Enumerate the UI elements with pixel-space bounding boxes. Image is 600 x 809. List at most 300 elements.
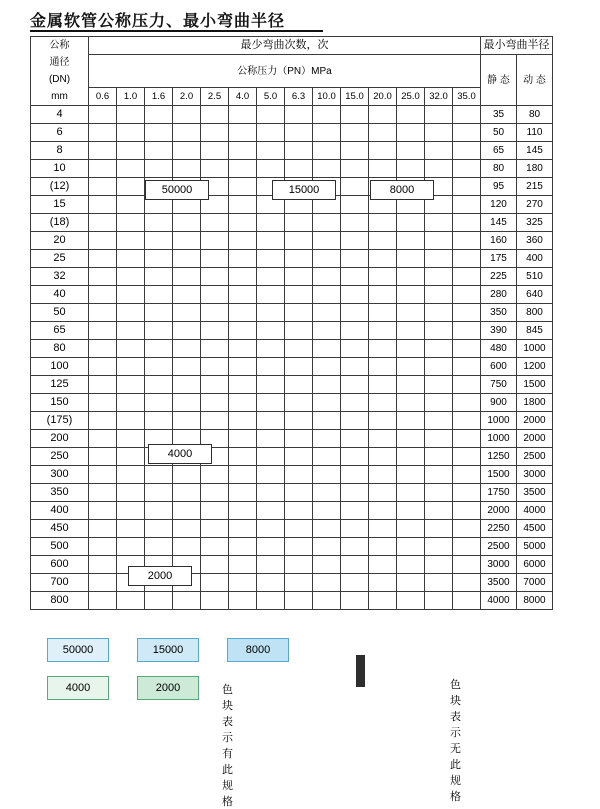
grid-cell bbox=[341, 358, 369, 376]
dn-header-cell bbox=[31, 37, 89, 106]
grid-cell bbox=[145, 106, 173, 124]
table-row bbox=[31, 484, 553, 502]
grid-cell bbox=[257, 430, 285, 448]
grid-cell bbox=[173, 520, 201, 538]
grid-cell bbox=[145, 358, 173, 376]
grid-cell bbox=[425, 358, 453, 376]
dn-value: 4 bbox=[31, 106, 89, 124]
grid-cell bbox=[285, 466, 313, 484]
table-row bbox=[31, 376, 553, 394]
grid-cell bbox=[313, 484, 341, 502]
grid-cell bbox=[201, 556, 229, 574]
grid-cell bbox=[369, 574, 397, 592]
grid-cell bbox=[313, 322, 341, 340]
dn-value: 20 bbox=[31, 232, 89, 250]
pressure-header-0.6: 0.6 bbox=[89, 88, 117, 106]
grid-cell bbox=[285, 556, 313, 574]
grid-cell bbox=[341, 340, 369, 358]
grid-cell bbox=[369, 466, 397, 484]
grid-cell bbox=[173, 160, 201, 178]
pressure-header-35.0: 35.0 bbox=[453, 88, 481, 106]
grid-cell bbox=[425, 124, 453, 142]
grid-cell bbox=[425, 304, 453, 322]
grid-cell bbox=[341, 304, 369, 322]
grid-cell bbox=[341, 556, 369, 574]
grid-cell bbox=[257, 268, 285, 286]
grid-cell bbox=[201, 214, 229, 232]
radius-static-value: 50 bbox=[481, 124, 517, 142]
grid-cell bbox=[89, 286, 117, 304]
grid-cell bbox=[453, 304, 481, 322]
grid-cell bbox=[117, 430, 145, 448]
grid-cell bbox=[229, 322, 257, 340]
chip-15000: 15000 bbox=[272, 180, 336, 200]
grid-cell bbox=[369, 340, 397, 358]
grid-cell bbox=[145, 250, 173, 268]
grid-cell bbox=[425, 106, 453, 124]
grid-cell bbox=[173, 484, 201, 502]
grid-cell bbox=[313, 520, 341, 538]
radius-static-value: 1750 bbox=[481, 484, 517, 502]
grid-cell bbox=[453, 412, 481, 430]
grid-cell bbox=[145, 322, 173, 340]
grid-cell bbox=[425, 232, 453, 250]
radius-static-value: 280 bbox=[481, 286, 517, 304]
grid-cell bbox=[425, 556, 453, 574]
table-row bbox=[31, 232, 553, 250]
pressure-header-2.5: 2.5 bbox=[201, 88, 229, 106]
legend-item-15000: 15000 bbox=[137, 638, 199, 662]
grid-cell bbox=[117, 232, 145, 250]
dn-value: 10 bbox=[31, 160, 89, 178]
grid-cell bbox=[229, 592, 257, 610]
radius-dynamic-value: 845 bbox=[517, 322, 553, 340]
pressure-header-1.6: 1.6 bbox=[145, 88, 173, 106]
grid-cell bbox=[397, 304, 425, 322]
grid-cell bbox=[425, 466, 453, 484]
grid-cell bbox=[173, 142, 201, 160]
grid-cell bbox=[341, 250, 369, 268]
grid-cell bbox=[341, 520, 369, 538]
grid-cell bbox=[117, 448, 145, 466]
table-row bbox=[31, 538, 553, 556]
grid-cell bbox=[369, 142, 397, 160]
grid-cell bbox=[229, 394, 257, 412]
table-row bbox=[31, 394, 553, 412]
table-row bbox=[31, 142, 553, 160]
grid-cell bbox=[229, 340, 257, 358]
grid-cell bbox=[229, 268, 257, 286]
grid-cell bbox=[313, 268, 341, 286]
dn-value: 350 bbox=[31, 484, 89, 502]
grid-cell bbox=[257, 376, 285, 394]
pressure-header-2.0: 2.0 bbox=[173, 88, 201, 106]
dn-value: 800 bbox=[31, 592, 89, 610]
radius-static-value: 2000 bbox=[481, 502, 517, 520]
grid-cell bbox=[285, 214, 313, 232]
dn-value: 32 bbox=[31, 268, 89, 286]
grid-cell bbox=[89, 268, 117, 286]
grid-cell bbox=[89, 394, 117, 412]
grid-cell bbox=[453, 574, 481, 592]
grid-cell bbox=[145, 340, 173, 358]
title-underline bbox=[30, 30, 323, 32]
grid-cell bbox=[257, 124, 285, 142]
grid-cell bbox=[145, 268, 173, 286]
radius-dynamic-value: 2000 bbox=[517, 412, 553, 430]
grid-cell bbox=[173, 358, 201, 376]
grid-cell bbox=[313, 232, 341, 250]
grid-cell bbox=[257, 412, 285, 430]
grid-cell bbox=[173, 322, 201, 340]
radius-dynamic-value: 3500 bbox=[517, 484, 553, 502]
grid-cell bbox=[229, 196, 257, 214]
grid-cell bbox=[285, 484, 313, 502]
grid-cell bbox=[145, 304, 173, 322]
grid-cell bbox=[201, 574, 229, 592]
table-row bbox=[31, 430, 553, 448]
grid-cell bbox=[89, 412, 117, 430]
grid-cell bbox=[285, 106, 313, 124]
radius-dynamic-value: 4000 bbox=[517, 502, 553, 520]
grid-cell bbox=[369, 484, 397, 502]
grid-cell bbox=[285, 502, 313, 520]
grid-cell bbox=[145, 412, 173, 430]
grid-cell bbox=[117, 376, 145, 394]
grid-cell bbox=[201, 250, 229, 268]
grid-cell bbox=[89, 556, 117, 574]
grid-cell bbox=[453, 250, 481, 268]
grid-cell bbox=[453, 106, 481, 124]
grid-cell bbox=[425, 484, 453, 502]
radius-static-value: 2250 bbox=[481, 520, 517, 538]
grid-cell bbox=[257, 286, 285, 304]
grid-cell bbox=[285, 592, 313, 610]
grid-cell bbox=[313, 538, 341, 556]
radius-dynamic-value: 325 bbox=[517, 214, 553, 232]
grid-cell bbox=[341, 322, 369, 340]
grid-cell bbox=[453, 394, 481, 412]
dn-value: (175) bbox=[31, 412, 89, 430]
grid-cell bbox=[145, 286, 173, 304]
grid-cell bbox=[145, 592, 173, 610]
header-row-3 bbox=[31, 88, 553, 106]
grid-cell bbox=[173, 466, 201, 484]
grid-cell bbox=[117, 196, 145, 214]
radius-dynamic-header: 动 态 bbox=[517, 55, 553, 106]
table-row bbox=[31, 250, 553, 268]
grid-cell bbox=[89, 574, 117, 592]
grid-cell bbox=[229, 556, 257, 574]
chip-4000: 4000 bbox=[148, 444, 212, 464]
grid-cell bbox=[453, 358, 481, 376]
grid-cell bbox=[341, 268, 369, 286]
grid-cell bbox=[313, 502, 341, 520]
grid-cell bbox=[89, 484, 117, 502]
grid-cell bbox=[285, 376, 313, 394]
grid-cell bbox=[89, 250, 117, 268]
pressure-header-15.0: 15.0 bbox=[341, 88, 369, 106]
grid-cell bbox=[145, 232, 173, 250]
table-row bbox=[31, 340, 553, 358]
grid-cell bbox=[285, 160, 313, 178]
dn-value: 8 bbox=[31, 142, 89, 160]
table-row bbox=[31, 268, 553, 286]
grid-cell bbox=[313, 592, 341, 610]
grid-cell bbox=[117, 160, 145, 178]
grid-cell bbox=[257, 502, 285, 520]
grid-cell bbox=[341, 124, 369, 142]
grid-cell bbox=[313, 358, 341, 376]
radius-static-value: 480 bbox=[481, 340, 517, 358]
grid-cell bbox=[117, 286, 145, 304]
grid-cell bbox=[201, 106, 229, 124]
grid-cell bbox=[257, 322, 285, 340]
grid-cell bbox=[89, 376, 117, 394]
grid-cell bbox=[453, 538, 481, 556]
grid-cell bbox=[397, 484, 425, 502]
pressure-header-4.0: 4.0 bbox=[229, 88, 257, 106]
grid-cell bbox=[229, 214, 257, 232]
dn-value: 700 bbox=[31, 574, 89, 592]
grid-cell bbox=[117, 322, 145, 340]
grid-cell bbox=[341, 430, 369, 448]
grid-cell bbox=[201, 520, 229, 538]
table-row bbox=[31, 322, 553, 340]
grid-cell bbox=[453, 376, 481, 394]
table-row bbox=[31, 592, 553, 610]
grid-cell bbox=[89, 340, 117, 358]
table-row bbox=[31, 286, 553, 304]
grid-cell bbox=[453, 592, 481, 610]
grid-cell bbox=[145, 124, 173, 142]
grid-cell bbox=[229, 412, 257, 430]
grid-cell bbox=[145, 394, 173, 412]
radius-static-value: 1500 bbox=[481, 466, 517, 484]
grid-cell bbox=[173, 268, 201, 286]
grid-cell bbox=[369, 412, 397, 430]
radius-dynamic-value: 215 bbox=[517, 178, 553, 196]
grid-cell bbox=[453, 556, 481, 574]
grid-cell bbox=[397, 538, 425, 556]
grid-cell bbox=[201, 268, 229, 286]
dn-value: 6 bbox=[31, 124, 89, 142]
grid-cell bbox=[397, 340, 425, 358]
grid-cell bbox=[145, 142, 173, 160]
grid-cell bbox=[369, 286, 397, 304]
radius-dynamic-value: 2000 bbox=[517, 430, 553, 448]
dn-value: 40 bbox=[31, 286, 89, 304]
grid-cell bbox=[117, 268, 145, 286]
grid-cell bbox=[89, 592, 117, 610]
grid-cell bbox=[313, 448, 341, 466]
grid-cell bbox=[341, 376, 369, 394]
radius-static-value: 1000 bbox=[481, 412, 517, 430]
grid-cell bbox=[285, 574, 313, 592]
radius-dynamic-value: 8000 bbox=[517, 592, 553, 610]
grid-cell bbox=[341, 214, 369, 232]
table-row bbox=[31, 106, 553, 124]
grid-cell bbox=[397, 448, 425, 466]
grid-cell bbox=[425, 286, 453, 304]
grid-cell bbox=[117, 484, 145, 502]
dn-value: 600 bbox=[31, 556, 89, 574]
grid-cell bbox=[117, 142, 145, 160]
table-row bbox=[31, 160, 553, 178]
grid-cell bbox=[173, 232, 201, 250]
grid-cell bbox=[313, 286, 341, 304]
chip-8000: 8000 bbox=[370, 180, 434, 200]
dn-value: 125 bbox=[31, 376, 89, 394]
grid-cell bbox=[201, 232, 229, 250]
table-row bbox=[31, 502, 553, 520]
radius-static-value: 750 bbox=[481, 376, 517, 394]
grid-cell bbox=[425, 250, 453, 268]
table-row bbox=[31, 556, 553, 574]
radius-static-value: 65 bbox=[481, 142, 517, 160]
radius-static-value: 390 bbox=[481, 322, 517, 340]
grid-cell bbox=[369, 304, 397, 322]
grid-cell bbox=[173, 376, 201, 394]
radius-dynamic-value: 80 bbox=[517, 106, 553, 124]
radius-static-value: 145 bbox=[481, 214, 517, 232]
legend-note-color: 色块表示有此规格 bbox=[222, 684, 233, 808]
legend-item-50000: 50000 bbox=[47, 638, 109, 662]
radius-dynamic-value: 180 bbox=[517, 160, 553, 178]
grid-cell bbox=[453, 232, 481, 250]
radius-dynamic-value: 2500 bbox=[517, 448, 553, 466]
grid-cell bbox=[285, 394, 313, 412]
grid-cell bbox=[285, 232, 313, 250]
grid-cell bbox=[341, 232, 369, 250]
grid-cell bbox=[425, 538, 453, 556]
dn-value: 65 bbox=[31, 322, 89, 340]
radius-dynamic-value: 800 bbox=[517, 304, 553, 322]
dn-value: 300 bbox=[31, 466, 89, 484]
grid-cell bbox=[145, 502, 173, 520]
grid-cell bbox=[313, 376, 341, 394]
grid-cell bbox=[369, 556, 397, 574]
grid-cell bbox=[397, 322, 425, 340]
radius-dynamic-value: 110 bbox=[517, 124, 553, 142]
grid-cell bbox=[201, 142, 229, 160]
grid-cell bbox=[117, 592, 145, 610]
radius-static-value: 120 bbox=[481, 196, 517, 214]
radius-static-value: 1250 bbox=[481, 448, 517, 466]
grid-cell bbox=[453, 340, 481, 358]
grid-cell bbox=[341, 178, 369, 196]
grid-cell bbox=[369, 106, 397, 124]
grid-cell bbox=[397, 250, 425, 268]
grid-cell bbox=[145, 520, 173, 538]
grid-cell bbox=[201, 286, 229, 304]
grid-cell bbox=[89, 232, 117, 250]
grid-cell bbox=[397, 502, 425, 520]
grid-cell bbox=[89, 538, 117, 556]
grid-cell bbox=[257, 538, 285, 556]
grid-cell bbox=[89, 178, 117, 196]
grid-cell bbox=[397, 430, 425, 448]
grid-cell bbox=[425, 592, 453, 610]
grid-cell bbox=[201, 358, 229, 376]
grid-cell bbox=[341, 106, 369, 124]
grid-cell bbox=[369, 268, 397, 286]
grid-cell bbox=[257, 214, 285, 232]
grid-cell bbox=[453, 448, 481, 466]
grid-cell bbox=[397, 574, 425, 592]
grid-cell bbox=[117, 106, 145, 124]
table-row bbox=[31, 520, 553, 538]
grid-cell bbox=[285, 340, 313, 358]
pressure-header-32.0: 32.0 bbox=[425, 88, 453, 106]
grid-cell bbox=[341, 592, 369, 610]
grid-cell bbox=[341, 196, 369, 214]
grid-cell bbox=[229, 484, 257, 502]
grid-cell bbox=[229, 286, 257, 304]
grid-cell bbox=[257, 160, 285, 178]
radius-static-value: 225 bbox=[481, 268, 517, 286]
grid-cell bbox=[397, 466, 425, 484]
grid-cell bbox=[145, 214, 173, 232]
grid-cell bbox=[425, 268, 453, 286]
header-row-2 bbox=[31, 55, 553, 88]
grid-cell bbox=[257, 466, 285, 484]
grid-cell bbox=[285, 520, 313, 538]
grid-cell bbox=[313, 394, 341, 412]
grid-cell bbox=[173, 286, 201, 304]
pressure-header-1.0: 1.0 bbox=[117, 88, 145, 106]
dn-value: 150 bbox=[31, 394, 89, 412]
grid-cell bbox=[89, 520, 117, 538]
chip-2000: 2000 bbox=[128, 566, 192, 586]
grid-cell bbox=[229, 250, 257, 268]
grid-cell bbox=[229, 448, 257, 466]
grid-cell bbox=[229, 106, 257, 124]
grid-cell bbox=[313, 340, 341, 358]
radius-static-value: 600 bbox=[481, 358, 517, 376]
grid-cell bbox=[313, 430, 341, 448]
radius-static-value: 3000 bbox=[481, 556, 517, 574]
grid-cell bbox=[341, 502, 369, 520]
dn-header-line-2: 通径 bbox=[49, 57, 70, 68]
grid-cell bbox=[89, 448, 117, 466]
dn-value: 250 bbox=[31, 448, 89, 466]
grid-cell bbox=[313, 304, 341, 322]
chip-50000: 50000 bbox=[145, 180, 209, 200]
grid-cell bbox=[313, 250, 341, 268]
grid-cell bbox=[341, 538, 369, 556]
grid-cell bbox=[229, 376, 257, 394]
grid-cell bbox=[89, 196, 117, 214]
grid-cell bbox=[257, 556, 285, 574]
table-row bbox=[31, 448, 553, 466]
grid-cell bbox=[201, 538, 229, 556]
grid-cell bbox=[257, 304, 285, 322]
radius-static-value: 2500 bbox=[481, 538, 517, 556]
grid-cell bbox=[257, 484, 285, 502]
grid-cell bbox=[89, 322, 117, 340]
grid-cell bbox=[201, 502, 229, 520]
grid-cell bbox=[425, 394, 453, 412]
grid-cell bbox=[397, 214, 425, 232]
grid-cell bbox=[229, 430, 257, 448]
grid-cell bbox=[397, 520, 425, 538]
radius-dynamic-value: 4500 bbox=[517, 520, 553, 538]
grid-cell bbox=[341, 394, 369, 412]
grid-cell bbox=[173, 214, 201, 232]
grid-cell bbox=[369, 394, 397, 412]
grid-cell bbox=[453, 322, 481, 340]
